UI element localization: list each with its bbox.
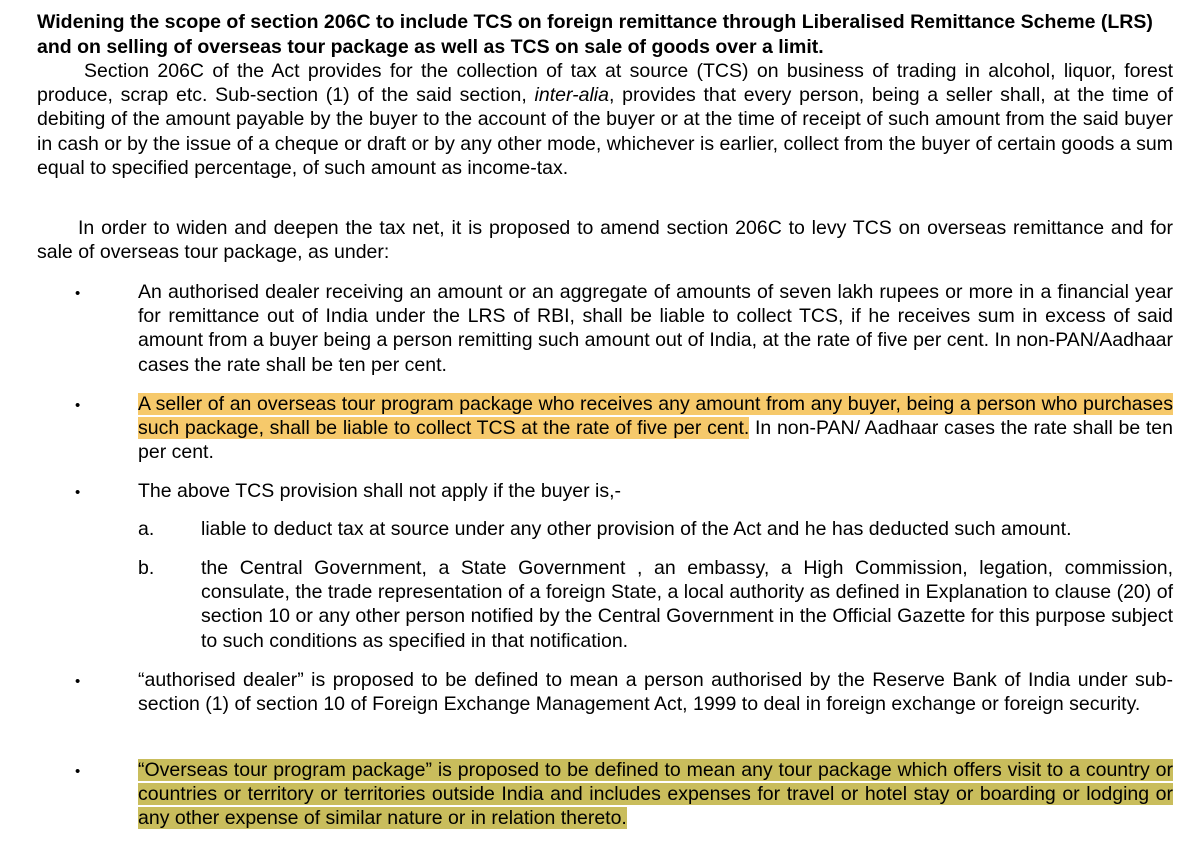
bullet-marker: •	[75, 397, 81, 414]
sub-item-a: liable to deduct tax at source under any other provision of the Act and he has deducted such amount.	[201, 518, 1072, 540]
paragraph-text: , provides that every person, being a seller shall, at the time of debiting of the amount payable by the buyer to the account of the buyer or at the time of receipt of such amount from the said buyer in cash or by the issue of a cheque or draft or by any other mode, whichever is earlier, collect from the buyer of certain goods a sum equal to specified percentage, of such amount as income-tax.	[37, 84, 1173, 179]
highlighted-text: “Overseas tour program package” is proposed to be defined to mean any tour package which offers visit to a country or countries or territory or territories outside India and includes expenses for travel or hotel stay or boarding or lodging or any other expense of similar nature or in relation thereto.	[138, 759, 1173, 830]
section-heading: Widening the scope of section 206C to include TCS on foreign remittance through Liberalised Remittance Scheme (LRS) and on selling of overseas tour package as well as TCS on sale of goods over a limit.	[37, 11, 1153, 58]
italic-term: inter-alia	[534, 84, 609, 107]
paragraph-section-206c	[37, 59, 1173, 180]
highlighted-text: A seller of an overseas tour program package who receives any amount from any buyer, being a person who purchases such package, shall be liable to collect TCS at the rate of five per cent.	[138, 393, 1173, 440]
bullet-marker: •	[75, 285, 81, 302]
bullet-overseas-tour-definition	[138, 758, 1173, 831]
bullet-overseas-tour-seller	[138, 392, 1173, 465]
sub-item-label-a: a.	[138, 518, 155, 540]
bullet-marker: •	[75, 763, 81, 780]
bullet-marker: •	[75, 673, 81, 690]
bullet-authorised-dealer-definition: “authorised dealer” is proposed to be defined to mean a person authorised by the Reserve Bank of India under sub-section (1) of section 10 of Foreign Exchange Management Act, 1999 to deal in foreign exchange or foreign security.	[138, 669, 1173, 716]
bullet-exemption-intro: The above TCS provision shall not apply if the buyer is,-	[138, 480, 622, 502]
bullet-authorised-dealer-lrs: An authorised dealer receiving an amount or an aggregate of amounts of seven lakh rupees or more in a financial year for remittance out of India under the LRS of RBI, shall be liable to collect TCS, if he receives sum in excess of said amount from a buyer being a person remitting such amount out of India, at the rate of five per cent. In non-PAN/Aadhaar cases the rate shall be ten per cent.	[138, 281, 1173, 376]
paragraph-text: Section 206C of the Act provides for the collection of tax at source (TCS) on business of trading in alcohol, liquor, forest produce, scrap etc. Sub-section (1) of the said section,	[37, 60, 1173, 107]
sub-item-label-b: b.	[138, 557, 155, 579]
bullet-marker: •	[75, 484, 81, 501]
paragraph-proposal: In order to widen and deepen the tax net, it is proposed to amend section 206C to levy TCS on overseas remittance and for sale of overseas tour package, as under:	[37, 217, 1173, 264]
sub-item-b: the Central Government, a State Government , an embassy, a High Commission, legation, commission, consulate, the trade representation of a foreign State, a local authority as defined in Explanation to clause (20) of section 10 or any other person notified by the Central Government in the Official Gazette for this purpose subject to such conditions as specified in that notification.	[201, 557, 1173, 652]
bullet-text: In non-PAN/ Aadhaar cases the rate shall be ten per cent.	[138, 417, 1173, 464]
